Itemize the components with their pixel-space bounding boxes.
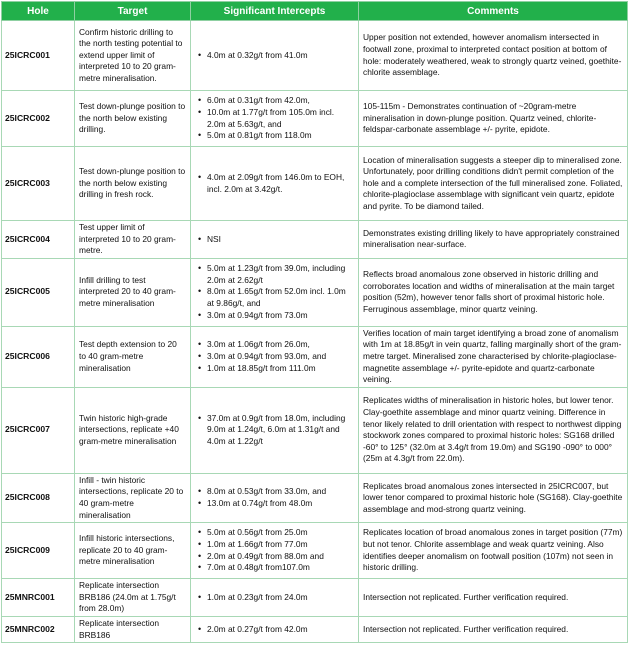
header-row (2, 2, 628, 21)
intercept-item: • 2.0m at 0.49g/t from 88.0m and (197, 551, 354, 563)
intercept-item: • 2.0m at 0.27g/t from 42.0m (197, 624, 354, 636)
intercept-item: • 13.0m at 0.74g/t from 48.0m (197, 498, 354, 510)
intercepts-cell (191, 523, 359, 579)
comment-text: Upper position not extended, however anomalism intersected in footwall zone, proximal to interpreted contact position at bottom of hole: moderately weathered, weak to strongly quartz veined, goethite-chlorite assemblage. (359, 21, 628, 91)
header-comments: Comments (359, 2, 628, 21)
table-row (2, 523, 628, 579)
hole-id: 25ICRC004 (2, 221, 75, 259)
intercept-item: • NSI (197, 234, 354, 246)
target-text: Test upper limit of interpreted 10 to 20 gram-metre. (75, 221, 191, 259)
comment-text: Replicates location of broad anomalous zones in target position (77m) but not tenor. Chlorite assemblage and weak quartz veining. Also identifies deeper anomalism on footwall position (107m) not seen in historic drilling. (359, 523, 628, 579)
intercept-item: • 8.0m at 1.65g/t from 52.0m incl. 1.0m at 9.86g/t, and (197, 286, 354, 309)
intercept-item: • 3.0m at 0.94g/t from 73.0m (197, 310, 354, 322)
table-row (2, 473, 628, 522)
intercept-item: • 10.0m at 1.77g/t from 105.0m incl. 2.0m at 5.63g/t, and (197, 107, 354, 130)
intercepts-cell (191, 91, 359, 147)
table-row (2, 258, 628, 326)
target-text: Replicate intersection BRB186 (24.0m at 1.75g/t from 28.0m) (75, 579, 191, 617)
table-row (2, 221, 628, 259)
intercepts-cell (191, 21, 359, 91)
table-row (2, 21, 628, 91)
intercepts-cell (191, 579, 359, 617)
target-text: Twin historic high-grade intersections, replicate +40 gram-metre mineralisation (75, 387, 191, 473)
header-intercepts: Significant Intercepts (191, 2, 359, 21)
hole-id: 25ICRC009 (2, 523, 75, 579)
comment-text: Reflects broad anomalous zone observed in historic drilling and corroborates location and widths of mineralisation at the main target position (52m), however tenor falls short of proximal historic hole. Ferruginous assemblage, minor quartz veining. (359, 258, 628, 326)
comment-text: Intersection not replicated. Further verification required. (359, 579, 628, 617)
target-text: Test down-plunge position to the north below existing drilling. (75, 91, 191, 147)
intercepts-cell (191, 258, 359, 326)
intercept-item: • 5.0m at 0.81g/t from 118.0m (197, 130, 354, 142)
intercepts-cell (191, 326, 359, 387)
target-text: Replicate intersection BRB186 (75, 616, 191, 642)
target-text: Test depth extension to 20 to 40 gram-metre mineralisation (75, 326, 191, 387)
intercept-item: • 3.0m at 1.06g/t from 26.0m, (197, 339, 354, 351)
target-text: Confirm historic drilling to the north testing potential to extend upper limit of interpreted 10 to 20 gram-metre mineralisation. (75, 21, 191, 91)
hole-id: 25ICRC008 (2, 473, 75, 522)
hole-id: 25MNRC001 (2, 579, 75, 617)
comment-text: Verifies location of main target identifying a broad zone of anomalism with 1m at 18.85g/t in vein quartz, falling marginally short of the gram-metre target. Mineralised zone characterised by chlorite-plagioclase-magnetite assemblage +/- pyrite-epidote and quartz-carbonate veining. (359, 326, 628, 387)
table-row (2, 387, 628, 473)
intercept-item: • 1.0m at 1.66g/t from 77.0m (197, 539, 354, 551)
comment-text: Intersection not replicated. Further verification required. (359, 616, 628, 642)
table-row (2, 326, 628, 387)
intercept-item: • 5.0m at 0.56g/t from 25.0m (197, 527, 354, 539)
comment-text: Replicates broad anomalous zones intersected in 25ICRC007, but lower tenor compared to proximal historic hole (SG168). Clay-goethite assemblage and mod-strong quartz veining. (359, 473, 628, 522)
intercept-item: • 1.0m at 0.23g/t from 24.0m (197, 592, 354, 604)
intercepts-cell (191, 387, 359, 473)
table-row (2, 579, 628, 617)
intercepts-cell (191, 473, 359, 522)
header-hole: Hole (2, 2, 75, 21)
hole-id: 25ICRC001 (2, 21, 75, 91)
target-text: Infill - twin historic intersections, replicate 20 to 40 gram-metre mineralisation (75, 473, 191, 522)
intercept-item: • 5.0m at 1.23g/t from 39.0m, including 2.0m at 2.62g/t (197, 263, 354, 286)
header-target: Target (75, 2, 191, 21)
hole-id: 25MNRC002 (2, 616, 75, 642)
target-text: Infill drilling to test interpreted 20 to 40 gram-metre mineralisation (75, 258, 191, 326)
intercept-item: • 4.0m at 0.32g/t from 41.0m (197, 50, 354, 62)
intercept-item: • 6.0m at 0.31g/t from 42.0m, (197, 95, 354, 107)
hole-id: 25ICRC005 (2, 258, 75, 326)
intercepts-cell (191, 147, 359, 221)
drilling-results-table (1, 1, 628, 643)
comment-text: Replicates widths of mineralisation in historic holes, but lower tenor. Clay-goethite assemblage and minor quartz veining. Difference in tenor likely related to drill orientation with respect to northwest dipping stockwork zones compared to proximal historic holes: SG168 drilled -60° to 125° (32.0m at 3.4g/t from 19.0m) and SG190 -090° to 000° (25m at 4.3g/t from 22.0m). (359, 387, 628, 473)
hole-id: 25ICRC003 (2, 147, 75, 221)
table-row (2, 91, 628, 147)
intercept-item: • 7.0m at 0.48g/t from107.0m (197, 562, 354, 574)
intercept-item: • 1.0m at 18.85g/t from 111.0m (197, 363, 354, 375)
comment-text: Demonstrates existing drilling likely to have appropriately constrained mineralisation near-surface. (359, 221, 628, 259)
table-row (2, 147, 628, 221)
comment-text: Location of mineralisation suggests a steeper dip to mineralised zone. Unfortunately, poor drilling conditions didn't permit completion of the hole and a complete intersection of the full mineralised zone. Foliated, chlorite-plagioclase assemblage with significant vein quartz, epidote and pyrite. To be diamond tailed. (359, 147, 628, 221)
intercept-item: • 8.0m at 0.53g/t from 33.0m, and (197, 486, 354, 498)
intercept-item: • 4.0m at 2.09g/t from 146.0m to EOH, incl. 2.0m at 3.42g/t. (197, 172, 354, 195)
table-row (2, 616, 628, 642)
hole-id: 25ICRC007 (2, 387, 75, 473)
intercept-item: • 3.0m at 0.94g/t from 93.0m, and (197, 351, 354, 363)
target-text: Infill historic intersections, replicate 20 to 40 gram-metre mineralisation (75, 523, 191, 579)
comment-text: 105-115m - Demonstrates continuation of ~20gram-metre mineralisation in down-plunge position. Quartz veined, chlorite-feldspar-carbonate assemblage +/- pyrite, epidote. (359, 91, 628, 147)
intercept-item: • 37.0m at 0.9g/t from 18.0m, including 9.0m at 1.24g/t, 6.0m at 1.31g/t and 4.0m at 1.22g/t (197, 413, 354, 448)
intercepts-cell (191, 221, 359, 259)
target-text: Test down-plunge position to the north below existing drilling in fresh rock. (75, 147, 191, 221)
intercepts-cell (191, 616, 359, 642)
hole-id: 25ICRC002 (2, 91, 75, 147)
hole-id: 25ICRC006 (2, 326, 75, 387)
